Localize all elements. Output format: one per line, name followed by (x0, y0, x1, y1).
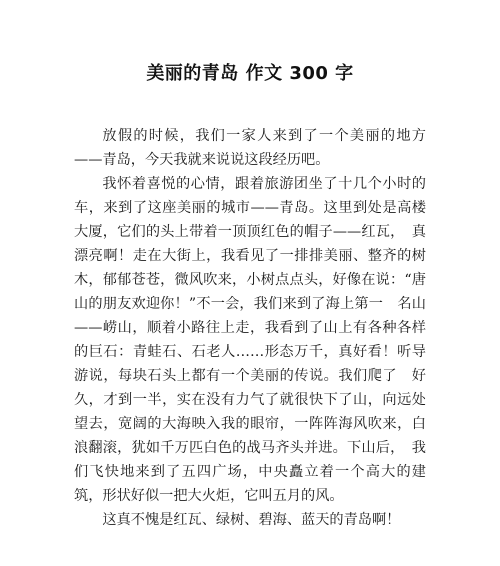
paragraph-intro: 放假的时候，我们一家人来到了一个美丽的地方——青岛，今天我就来说说这段经历吧。 (74, 128, 426, 168)
document-title: 美丽的青岛 作文 300 字 (146, 63, 354, 84)
paragraph-main: 我怀着喜悦的心情，跟着旅游团坐了十几个小时的车，来到了这座美丽的城市——青岛。这里到处是高楼大厦，它们的头上带着一顶顶红色的帽子——红瓦， 真漂亮啊！走在大街上，我看见了一排排美丽、整齐的树木，郁郁苍苍，微风吹来，小树点点头，好像在说：“唐山的朋友欢迎你！”不一会，我们来到了海上第一 名山——崂山，顺着小路往上走，我看到了山上有各种各样的巨石：青蛙石、石老人……形态万千，真好看！听导游说，每块石头上都有一个美丽的传说。我们爬了 好久，才到一半，实在没有力气了就很快下了山，向远处望去，宽阔的大海映入我的眼帘，一阵阵海风吹来，白浪翻滚，犹如千万匹白色的战马齐头并进。下山后， 我们飞快地来到了五四广场，中央矗立着一个高大的建筑，形状好似一把大火炬，它叫五月的风。 (74, 176, 426, 504)
paragraph-conclusion: 这真不愧是红瓦、绿树、碧海、蓝天的青岛啊！ (102, 512, 401, 528)
document-body (74, 124, 426, 532)
